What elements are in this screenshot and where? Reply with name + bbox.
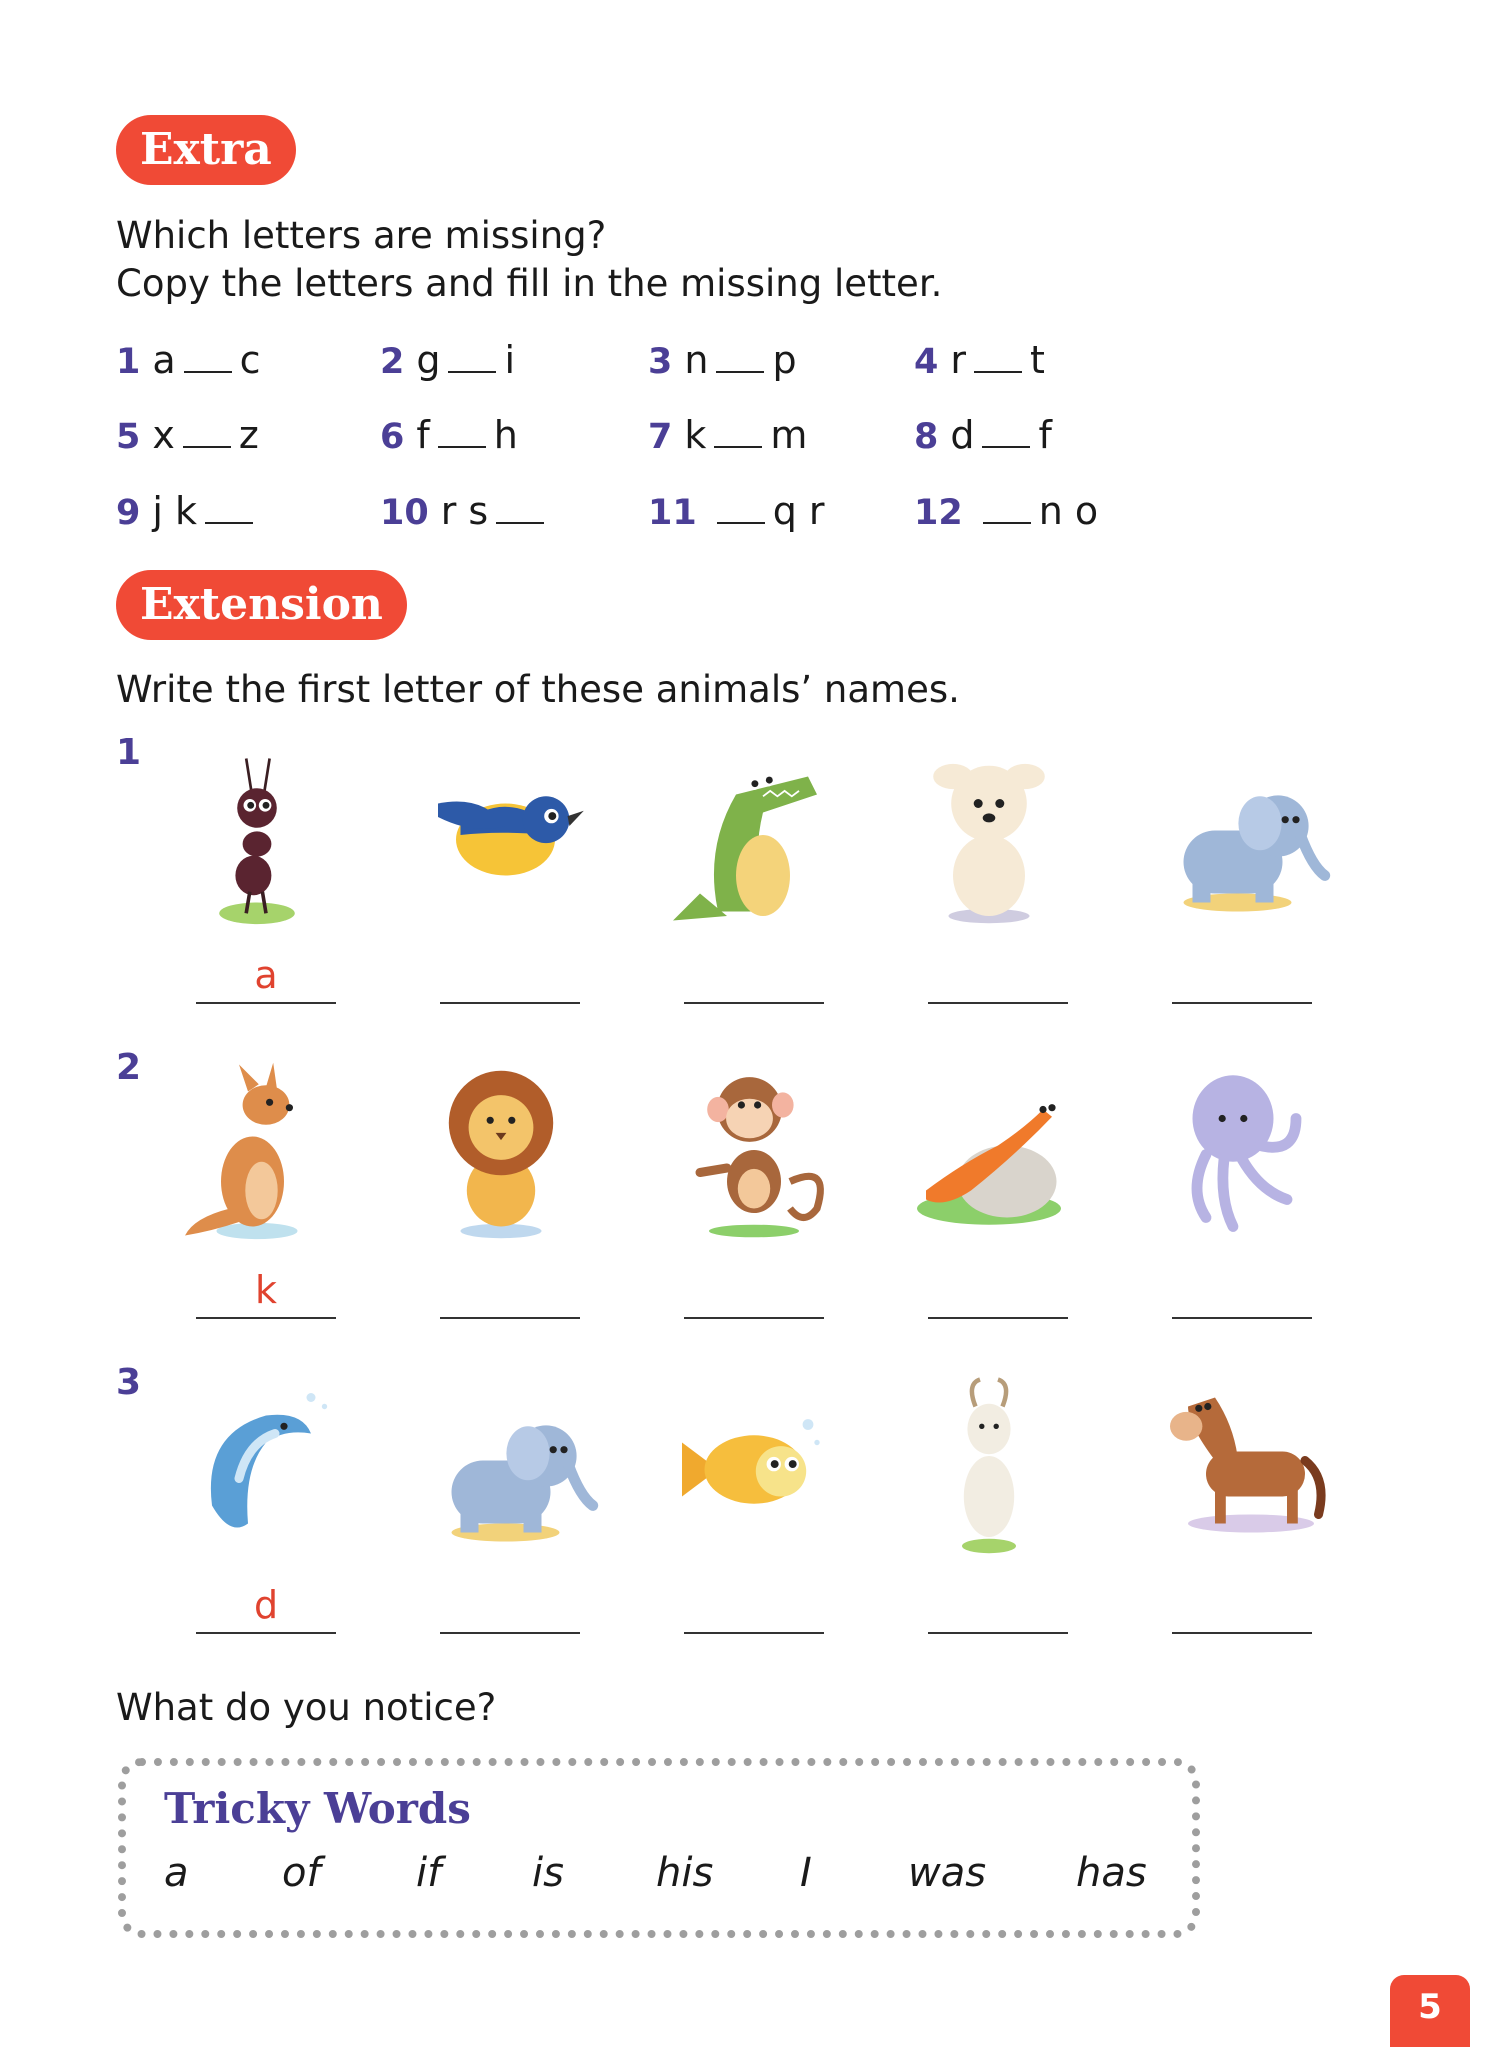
notice-question: What do you notice? bbox=[116, 1686, 497, 1729]
exercise-letters-after: q r bbox=[772, 489, 825, 533]
tricky-word: has bbox=[1076, 1850, 1147, 1896]
elephant-illustration bbox=[420, 1360, 600, 1570]
kangaroo-illustration bbox=[176, 1045, 356, 1255]
exercise-number: 5 bbox=[116, 417, 141, 457]
elephant-illustration bbox=[1152, 730, 1332, 940]
blank-line[interactable] bbox=[205, 496, 253, 524]
blank-line[interactable] bbox=[183, 420, 231, 448]
tricky-words-title: Tricky Words bbox=[164, 1784, 471, 1833]
ant-illustration bbox=[176, 730, 356, 940]
blank-line[interactable] bbox=[496, 496, 544, 524]
extension-badge: Extension bbox=[116, 570, 407, 640]
answer-line[interactable] bbox=[928, 1580, 1068, 1634]
exercise-letters-after: n o bbox=[1038, 489, 1099, 533]
exercise-letters-after: c bbox=[239, 338, 261, 382]
dolphin-illustration bbox=[176, 1360, 356, 1570]
exercise-item bbox=[116, 335, 261, 385]
exercise-letters-after: z bbox=[238, 413, 259, 457]
exercise-letters-after: f bbox=[1038, 413, 1052, 457]
tricky-words-box bbox=[118, 1758, 1200, 1938]
exercise-letters-after: p bbox=[772, 338, 797, 382]
exercise-letters-after: h bbox=[493, 413, 518, 457]
animal-row-number: 1 bbox=[116, 732, 142, 773]
animal-row-number: 3 bbox=[116, 1362, 142, 1403]
answer-line[interactable] bbox=[440, 950, 580, 1004]
horse-illustration bbox=[1152, 1360, 1332, 1570]
exercise-item bbox=[648, 410, 807, 460]
exercise-number: 3 bbox=[648, 342, 673, 382]
page-number: 5 bbox=[1390, 1975, 1470, 2047]
blank-line[interactable] bbox=[184, 345, 232, 373]
exercise-number: 6 bbox=[380, 417, 405, 457]
blank-line[interactable] bbox=[714, 420, 762, 448]
extension-instruction: Write the first letter of these animals’ names. bbox=[116, 668, 960, 711]
blank-line[interactable] bbox=[716, 345, 764, 373]
lion-illustration bbox=[420, 1045, 600, 1255]
answer-line[interactable] bbox=[684, 1265, 824, 1319]
exercise-number: 2 bbox=[380, 342, 405, 382]
exercise-letters-before: a bbox=[152, 338, 176, 382]
exercise-letters-before: k bbox=[684, 413, 707, 457]
exercise-item bbox=[380, 410, 518, 460]
exercise-letters-after: m bbox=[770, 413, 808, 457]
exercise-number: 12 bbox=[914, 493, 963, 533]
monkey-illustration bbox=[664, 1045, 844, 1255]
answer-line[interactable]: k bbox=[196, 1265, 336, 1319]
blank-line[interactable] bbox=[983, 496, 1031, 524]
exercise-letters-after: i bbox=[504, 338, 516, 382]
blank-line[interactable] bbox=[448, 345, 496, 373]
answer-line[interactable] bbox=[440, 1580, 580, 1634]
answer-line[interactable]: d bbox=[196, 1580, 336, 1634]
exercise-number: 11 bbox=[648, 493, 697, 533]
answer-line[interactable] bbox=[1172, 1580, 1312, 1634]
answer-line[interactable] bbox=[1172, 1265, 1312, 1319]
extra-badge: Extra bbox=[116, 115, 296, 185]
tricky-word: is bbox=[532, 1850, 564, 1896]
blank-line[interactable] bbox=[717, 496, 765, 524]
tricky-word: was bbox=[908, 1850, 987, 1896]
bird-illustration bbox=[420, 730, 600, 940]
tricky-word: I bbox=[800, 1850, 812, 1896]
answer-line[interactable]: a bbox=[196, 950, 336, 1004]
exercise-letters-before: r bbox=[950, 338, 966, 382]
exercise-letters-before: n bbox=[684, 338, 709, 382]
exercise-number: 9 bbox=[116, 493, 141, 533]
newt-illustration bbox=[908, 1045, 1088, 1255]
exercise-letters-before: g bbox=[416, 338, 441, 382]
extra-instruction: Copy the letters and fill in the missing letter. bbox=[116, 262, 943, 305]
exercise-number: 1 bbox=[116, 342, 141, 382]
tricky-word: of bbox=[282, 1850, 321, 1896]
exercise-number: 4 bbox=[914, 342, 939, 382]
tricky-word: his bbox=[656, 1850, 714, 1896]
extra-question: Which letters are missing? bbox=[116, 214, 607, 257]
tricky-word: if bbox=[416, 1850, 442, 1896]
exercise-item bbox=[914, 335, 1045, 385]
blank-line[interactable] bbox=[438, 420, 486, 448]
goat-illustration bbox=[908, 1360, 1088, 1570]
animal-row-number: 2 bbox=[116, 1047, 142, 1088]
answer-line[interactable] bbox=[928, 1265, 1068, 1319]
exercise-number: 8 bbox=[914, 417, 939, 457]
answer-line[interactable] bbox=[928, 950, 1068, 1004]
exercise-letters-before: j k bbox=[152, 489, 198, 533]
crocodile-illustration bbox=[664, 730, 844, 940]
exercise-letters-before: f bbox=[416, 413, 430, 457]
exercise-item bbox=[648, 335, 797, 385]
exercise-number: 7 bbox=[648, 417, 673, 457]
exercise-item bbox=[648, 486, 825, 536]
answer-line[interactable] bbox=[684, 1580, 824, 1634]
exercise-item bbox=[380, 486, 552, 536]
answer-line[interactable] bbox=[440, 1265, 580, 1319]
tricky-word: a bbox=[164, 1850, 189, 1896]
answer-line[interactable] bbox=[1172, 950, 1312, 1004]
blank-line[interactable] bbox=[982, 420, 1030, 448]
exercise-item bbox=[380, 335, 515, 385]
exercise-number: 10 bbox=[380, 493, 429, 533]
answer-line[interactable] bbox=[684, 950, 824, 1004]
octopus-illustration bbox=[1152, 1045, 1332, 1255]
exercise-item bbox=[116, 486, 261, 536]
exercise-letters-before: d bbox=[950, 413, 975, 457]
exercise-item bbox=[116, 410, 259, 460]
exercise-item bbox=[914, 486, 1098, 536]
exercise-letters-before: r s bbox=[440, 489, 489, 533]
exercise-item bbox=[914, 410, 1052, 460]
blank-line[interactable] bbox=[974, 345, 1022, 373]
fish-illustration bbox=[664, 1360, 844, 1570]
exercise-letters-before: x bbox=[152, 413, 175, 457]
exercise-letters-after: t bbox=[1029, 338, 1045, 382]
dog-illustration bbox=[908, 730, 1088, 940]
